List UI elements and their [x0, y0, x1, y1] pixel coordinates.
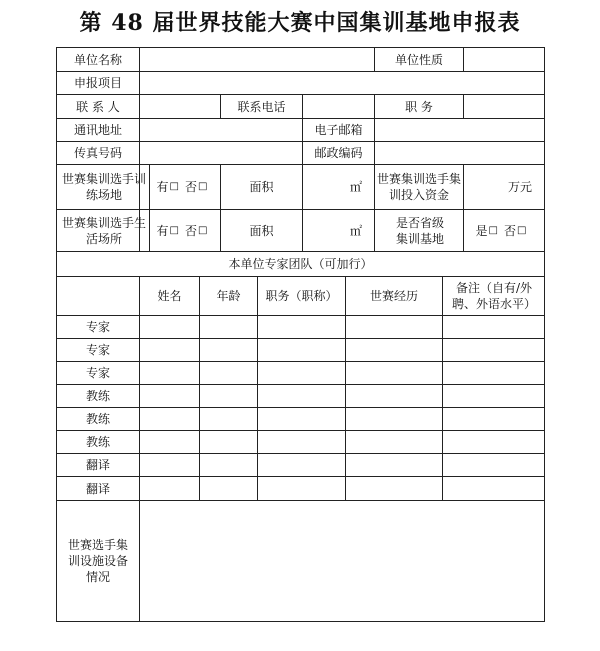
provincial-base-yes-no[interactable]: [464, 210, 544, 251]
project-field[interactable]: [140, 72, 544, 94]
investment-field[interactable]: [464, 165, 544, 209]
fax-field[interactable]: [140, 142, 302, 164]
team-row-label: 专家: [85, 343, 110, 357]
address-label: 通讯地址: [73, 123, 122, 137]
yes-checkbox[interactable]: □: [488, 224, 498, 236]
unit-nature-field[interactable]: [464, 48, 544, 71]
provincial-base-label: 是否省级集训基地: [395, 215, 444, 246]
training-site-yes-no[interactable]: [150, 165, 220, 209]
investment-unit: 万元: [507, 180, 532, 194]
project-label: 申报项目: [73, 76, 122, 90]
unit-name-field[interactable]: [140, 48, 374, 71]
team-section-title: 本单位专家团队（可加行）: [228, 257, 373, 271]
address-field[interactable]: [140, 119, 302, 141]
phone-label: 联系电话: [237, 99, 286, 114]
col-header-title: 职务（职称）: [265, 289, 338, 303]
team-row-label: 专家: [85, 366, 110, 380]
living-site-yes-no[interactable]: [150, 210, 220, 251]
yes-label: 有: [156, 223, 169, 238]
position-label: 职 务: [405, 99, 433, 114]
email-field[interactable]: [375, 119, 544, 141]
living-site-label: 世赛集训选手生活场所: [62, 215, 147, 246]
no-checkbox[interactable]: □: [198, 181, 208, 192]
fax-label: 传真号码: [73, 146, 122, 160]
no-label: 否: [185, 223, 198, 238]
postcode-label: 邮政编码: [314, 146, 363, 160]
yes-checkbox[interactable]: □: [169, 224, 179, 236]
postcode-field[interactable]: [375, 142, 544, 164]
contact-field[interactable]: [140, 95, 220, 118]
area-unit: ㎡: [349, 180, 362, 194]
training-area-field[interactable]: [303, 165, 374, 209]
team-row-label: 专家: [85, 320, 110, 334]
phone-field[interactable]: [303, 95, 374, 118]
team-row-label: 翻译: [85, 481, 110, 496]
col-header-experience: 世赛经历: [369, 289, 418, 303]
training-area-label: 面积: [249, 180, 274, 194]
no-checkbox[interactable]: □: [517, 224, 527, 236]
unit-name-label: 单位名称: [73, 52, 122, 67]
equipment-label: 世赛选手集训设施设备情况: [67, 538, 128, 584]
unit-nature-label: 单位性质: [394, 52, 443, 67]
col-header-remarks: 备注（自有/外聘、外语水平）: [451, 281, 536, 311]
no-label: 否: [504, 223, 517, 238]
yes-label: 有: [156, 180, 169, 194]
position-field[interactable]: [464, 95, 544, 118]
no-checkbox[interactable]: □: [198, 224, 208, 236]
living-area-label: 面积: [249, 223, 274, 238]
area-unit: ㎡: [349, 223, 362, 238]
yes-label: 是: [475, 223, 488, 238]
team-row-label: 翻译: [85, 458, 110, 472]
no-label: 否: [185, 180, 198, 194]
col-header-name: 姓名: [157, 289, 182, 303]
team-row-label: 教练: [85, 389, 110, 403]
investment-label: 世赛集训选手集训投入资金: [377, 172, 462, 202]
team-row-label: 教练: [85, 435, 110, 449]
yes-checkbox[interactable]: □: [169, 181, 179, 192]
page-title: 第 48 届世界技能大赛中国集训基地申报表: [79, 10, 521, 36]
contact-label: 联 系 人: [76, 99, 120, 114]
team-row-label: 教练: [85, 412, 110, 426]
email-label: 电子邮箱: [314, 123, 363, 137]
col-header-age: 年龄: [216, 289, 241, 303]
living-area-field[interactable]: [303, 210, 374, 251]
equipment-field[interactable]: [140, 501, 544, 621]
training-site-label: 世赛集训选手训练场地: [62, 172, 147, 202]
